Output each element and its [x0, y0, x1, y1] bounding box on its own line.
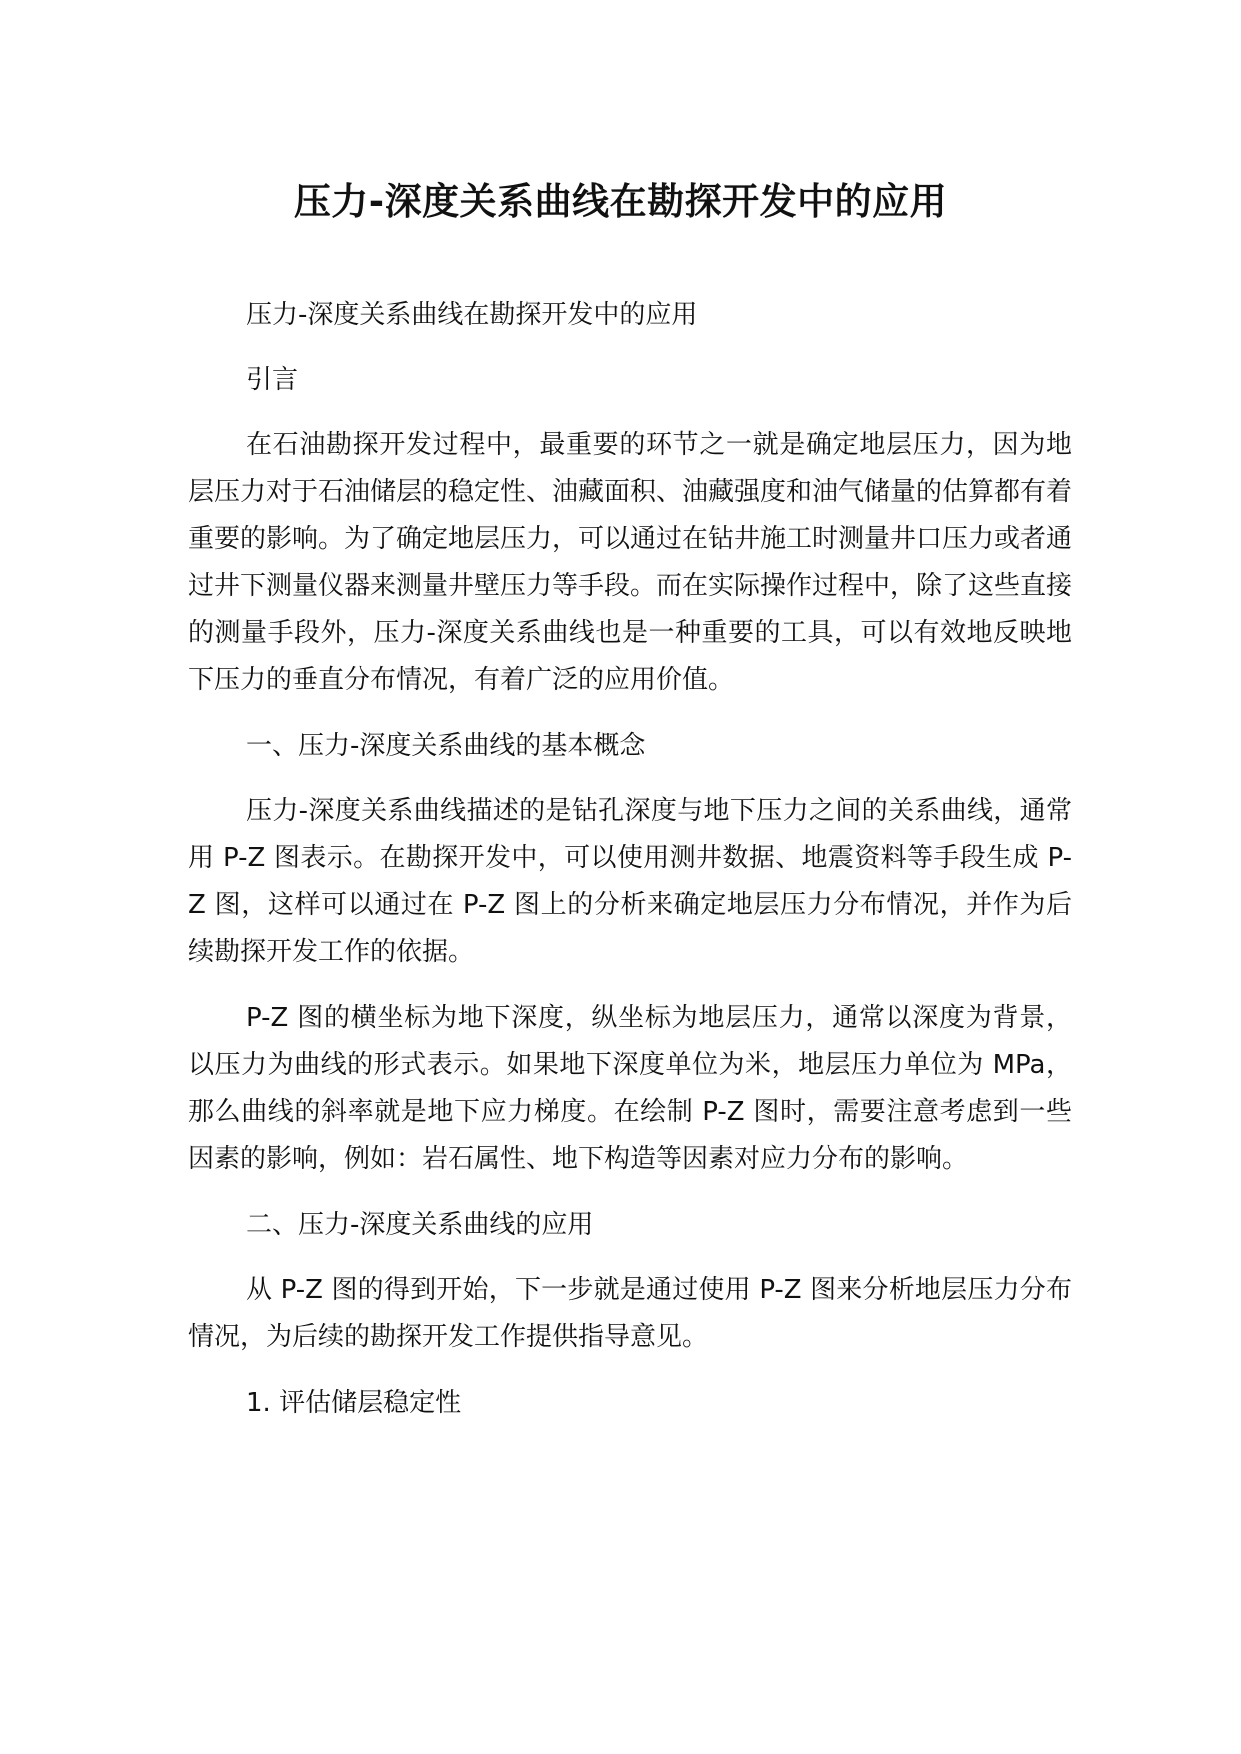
paragraph-concept-description: 压力-深度关系曲线描述的是钻孔深度与地下压力之间的关系曲线，通常用 P-Z 图表示。在勘探开发中，可以使用测井数据、地震资料等手段生成 P-Z 图，这样可以通过在 P-Z 图上的分析来确定地层压力分布情况，并作为后续勘探开发工作的依据。	[188, 796, 1072, 967]
paragraph-application: 从 P-Z 图的得到开始，下一步就是通过使用 P-Z 图来分析地层压力分布情况，为后续的勘探开发工作提供指导意见。	[188, 1275, 1072, 1352]
document-body	[188, 292, 1072, 1445]
paragraph-pz-axes: P-Z 图的横坐标为地下深度，纵坐标为地层压力，通常以深度为背景，以压力为曲线的形式表示。如果地下深度单位为米，地层压力单位为 MPa，那么曲线的斜率就是地下应力梯度。在绘制 P-Z 图时，需要注意考虑到一些因素的影响，例如：岩石属性、地下构造等因素对应力分布的影响。	[188, 1003, 1072, 1174]
paragraph-introduction: 在石油勘探开发过程中，最重要的环节之一就是确定地层压力，因为地层压力对于石油储层的稳定性、油藏面积、油藏强度和油气储量的估算都有着重要的影响。为了确定地层压力，可以通过在钻井施工时测量井口压力或者通过井下测量仪器来测量井壁压力等手段。而在实际操作过程中，除了这些直接的测量手段外，压力-深度关系曲线也是一种重要的工具，可以有效地反映地下压力的垂直分布情况，有着广泛的应用价值。	[188, 430, 1073, 695]
subsection-heading-reservoir-stability: 1. 评估储层稳定性	[246, 1388, 462, 1418]
section-heading-application: 二、压力-深度关系曲线的应用	[246, 1210, 594, 1240]
paragraph-repeated-title: 压力-深度关系曲线在勘探开发中的应用	[246, 300, 698, 330]
document-title: 压力-深度关系曲线在勘探开发中的应用	[293, 180, 948, 223]
section-heading-introduction: 引言	[246, 365, 299, 395]
section-heading-basic-concept: 一、压力-深度关系曲线的基本概念	[246, 731, 646, 761]
